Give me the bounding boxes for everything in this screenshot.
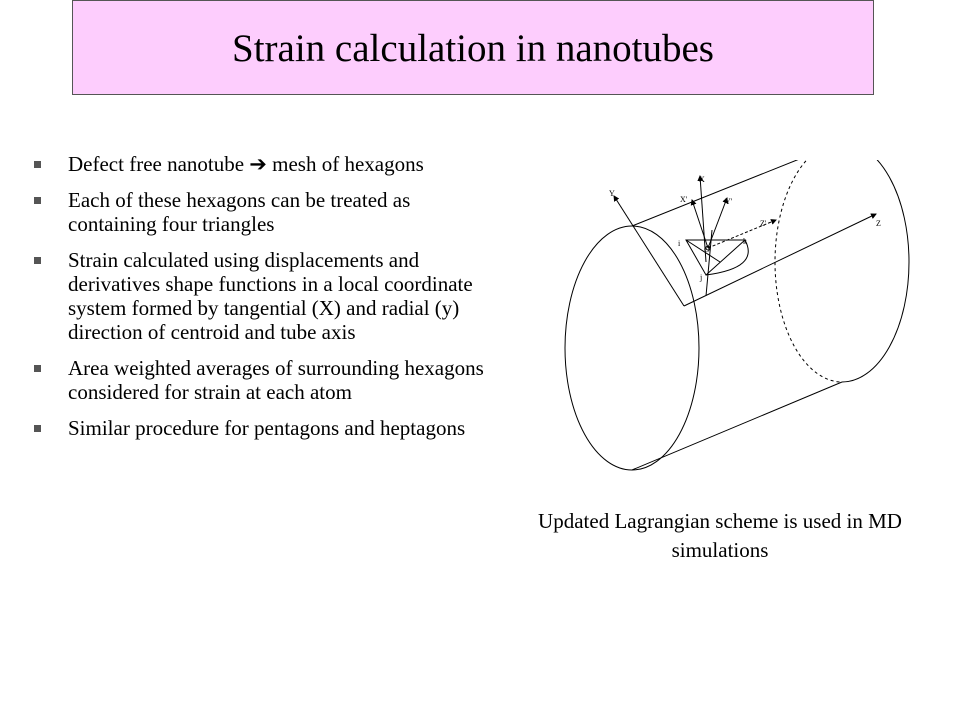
bullet-square-icon: [34, 257, 41, 264]
z-axis: [684, 214, 876, 306]
diagram-caption: Updated Lagrangian scheme is used in MD simulations: [538, 509, 902, 562]
cylinder-front-ellipse: [565, 226, 699, 470]
label-z-prime: Z': [760, 219, 767, 228]
label-i: i: [678, 239, 681, 248]
cylinder-back-arc: [842, 160, 909, 382]
label-j: j: [700, 273, 703, 282]
bullet-square-icon: [34, 425, 41, 432]
bullet-text: Similar procedure for pentagons and heptagons: [68, 416, 466, 440]
cylinder-top-edge: [632, 160, 842, 226]
x-prime-axis: [692, 200, 708, 248]
bullet-item: [34, 152, 484, 176]
label-x-prime: X': [680, 195, 688, 204]
nanotube-diagram: [540, 160, 910, 480]
label-k: k: [743, 237, 747, 246]
bullet-item: [34, 248, 484, 344]
title-box: [72, 0, 874, 95]
label-y: Y: [609, 189, 615, 198]
bullet-item: [34, 188, 484, 236]
bullet-text: Defect free nanotube ➔ mesh of hexagons: [68, 152, 424, 176]
bullet-item: [34, 416, 484, 440]
slide-title: Strain calculation in nanotubes: [232, 27, 714, 70]
y-axis: [614, 196, 684, 306]
bullet-text: Strain calculated using displacements and derivatives shape functions in a local coordinate system formed by tangential (X) and radial (y) direction of centroid and tube axis: [68, 248, 473, 344]
bullet-text: Each of these hexagons can be treated as containing four triangles: [68, 188, 411, 236]
cylinder-bottom-edge: [632, 382, 842, 470]
bullet-square-icon: [34, 161, 41, 168]
bullet-square-icon: [34, 197, 41, 204]
label-z: Z: [876, 219, 881, 228]
bullet-item: [34, 356, 484, 404]
bullet-list: [34, 152, 484, 452]
label-y-prime: Y': [725, 197, 733, 206]
label-o: O: [704, 245, 710, 254]
cylinder-back-hidden-arc: [775, 160, 842, 382]
bullet-square-icon: [34, 365, 41, 372]
bullet-text: Area weighted averages of surrounding hexagons considered for strain at each atom: [68, 356, 484, 404]
triangle-median: [686, 240, 720, 262]
label-x: X: [699, 175, 705, 184]
